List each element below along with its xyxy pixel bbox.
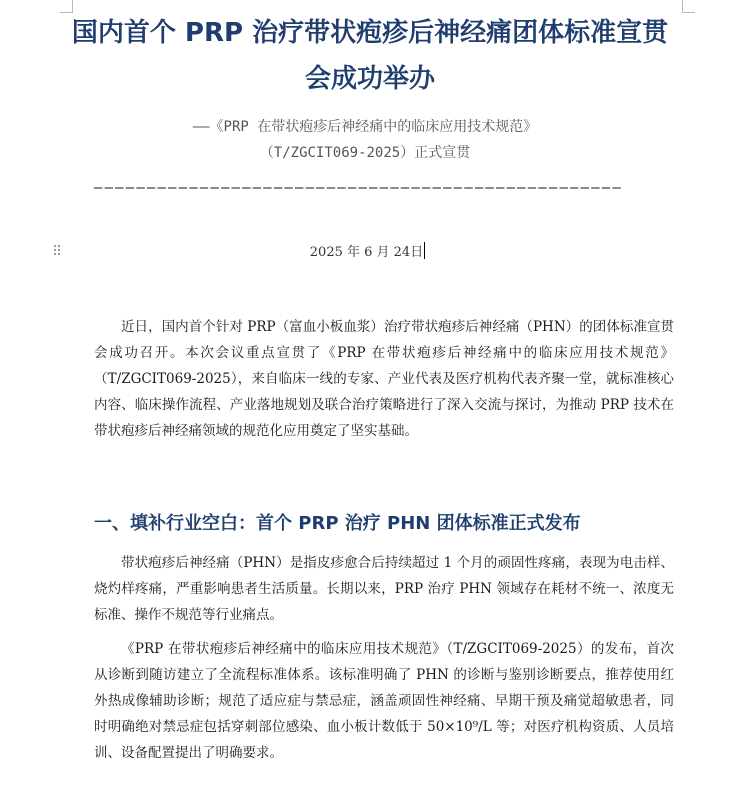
intro-paragraph[interactable]: 近日，国内首个针对 PRP（富血小板血浆）治疗带状疱疹后神经痛（PHN）的团体标准宣贯会成功召开。本次会议重点宣贯了《PRP 在带状疱疹后神经痛中的临床应用技术规范》（T/ZGCIT069-2025），来自临床一线的专家、产业代表及医疗机构代表齐聚一堂，就标准核心内容、临床操作流程、产业落地规划及联合治疗策略进行了深入交流与探讨，为推动 PRP 技术在带状疱疹后神经痛领域的规范化应用奠定了坚实基础。 — [94, 319, 674, 439]
page-corner-mark-right — [682, 0, 695, 13]
date-text: 2025 年 6 月 24日 — [309, 245, 424, 260]
section-heading[interactable]: 一、填补行业空白：首个 PRP 治疗 PHN 团体标准正式发布 — [94, 513, 581, 534]
document-subtitle[interactable] — [90, 114, 640, 166]
dashed-divider: ―――――――――――――――――――――――――――――――――――――――――――――――――― — [94, 180, 623, 196]
text-cursor — [424, 242, 425, 259]
subtitle-line-1: ——《PRP 在带状疱疹后神经痛中的临床应用技术规范》 — [192, 119, 538, 135]
section-paragraph-2[interactable]: 《PRP 在带状疱疹后神经痛中的临床应用技术规范》（T/ZGCIT069-2025）的发布，首次从诊断到随访建立了全流程标准体系。该标准明确了 PHN 的诊断与鉴别诊断要点，推荐使用红外热成像辅助诊断；规范了适应症与禁忌症，涵盖顽固性神经痛、早期干预及痛觉超敏患者，同时明确绝对禁忌症包括穿刺部位感染、血小板计数低于 50×10⁹/L 等；对医疗机构资质、人员培训、设备配置提出了明确要求。 — [94, 641, 674, 761]
section-paragraph-1[interactable]: 带状疱疹后神经痛（PHN）是指皮疹愈合后持续超过 1 个月的顽固性疼痛，表现为电击样、烧灼样疼痛，严重影响患者生活质量。长期以来，PRP 治疗 PHN 领域存在耗材不统一、浓度无标准、操作不规范等行业痛点。 — [94, 555, 674, 623]
drag-handle-icon[interactable]: ⠿ — [52, 244, 63, 260]
date-line[interactable] — [200, 242, 535, 264]
subtitle-line-2: （T/ZGCIT069-2025）正式宣贯 — [259, 145, 471, 161]
document-title[interactable]: 国内首个 PRP 治疗带状疱疹后神经痛团体标准宣贯会成功举办 — [71, 18, 669, 94]
